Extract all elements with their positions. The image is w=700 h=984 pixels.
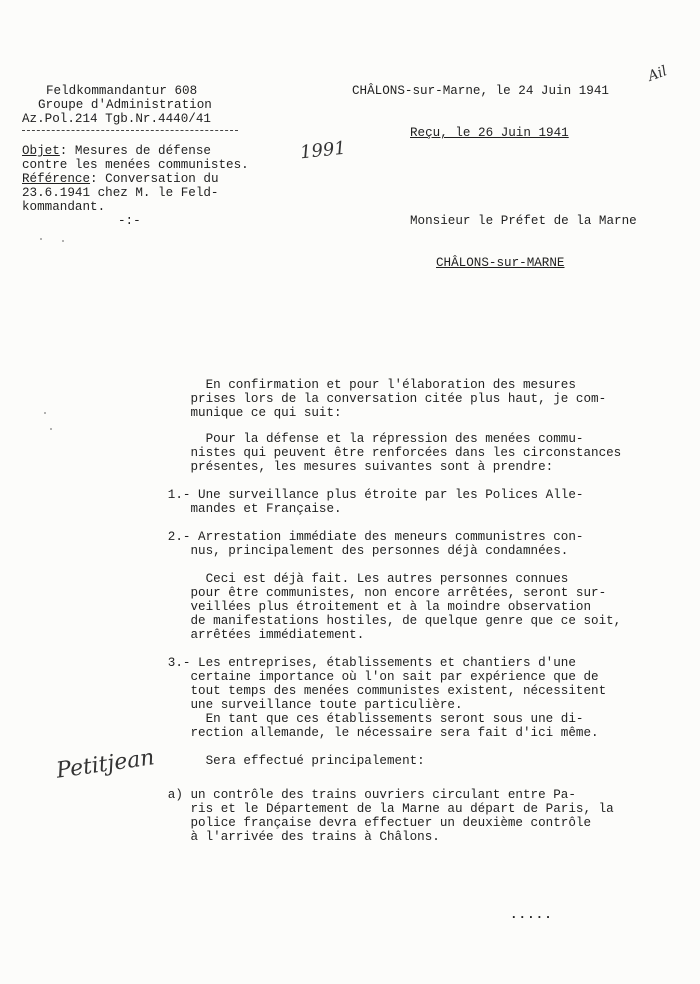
text-line: prises lors de la conversation citée plus haut, je com- — [130, 392, 607, 406]
continuation-dots: ..... — [510, 908, 553, 922]
paragraph-intro — [130, 378, 606, 420]
text-line: tout temps des menées communistes existent, nécessitent — [130, 684, 607, 698]
paragraph-already-done — [130, 572, 621, 642]
text-line: à l'arrivée des trains à Châlons. — [130, 830, 440, 844]
scan-speck — [50, 428, 52, 430]
handwritten-name: Petitjean — [54, 745, 156, 784]
text-line: une surveillance toute particulière. — [130, 698, 463, 712]
paragraph-principal — [130, 754, 425, 768]
text-line: 3.- Les entreprises, établissements et chantiers d'une — [130, 656, 576, 670]
text-line: certaine importance où l'on sait par expérience que de — [130, 670, 599, 684]
handwritten-initials: Ail — [645, 63, 670, 85]
paragraph-item-2 — [130, 530, 583, 558]
scan-speck — [44, 412, 46, 414]
text-line: 1.- Une surveillance plus étroite par les Polices Alle- — [130, 488, 584, 502]
received-stamp: Reçu, le 26 Juin 1941 — [410, 126, 569, 140]
header-group: Groupe d'Administration — [38, 98, 212, 112]
text-line: En confirmation et pour l'élaboration des mesures — [130, 378, 576, 392]
paragraph-item-3 — [130, 656, 606, 740]
header-reference-number: Az.Pol.214 Tgb.Nr.4440/41 — [22, 112, 211, 126]
subject-label: Objet — [22, 144, 60, 158]
reference-line-2: 23.6.1941 chez M. le Feld- — [22, 186, 219, 200]
reference-label: Référence — [22, 172, 91, 186]
paragraph-item-1 — [130, 488, 583, 516]
text-line: Sera effectué principalement: — [130, 754, 425, 768]
text-line: ris et le Département de la Marne au départ de Paris, la — [130, 802, 614, 816]
reference-line-3: kommandant. — [22, 200, 106, 214]
text-line: police française devra effectuer un deuxième contrôle — [130, 816, 592, 830]
paragraph-measures — [130, 432, 621, 474]
text-line: présentes, les mesures suivantes sont à prendre: — [130, 460, 554, 474]
text-line: veillées plus étroitement et à la moindre observation — [130, 600, 592, 614]
text-line: 2.- Arrestation immédiate des meneurs communistres con- — [130, 530, 584, 544]
recipient-title: Monsieur le Préfet de la Marne — [410, 214, 637, 228]
text-line: Pour la défense et la répression des menées commu- — [130, 432, 584, 446]
header-office: Feldkommandantur 608 — [46, 84, 198, 98]
scan-speck — [62, 240, 64, 242]
header-separator — [22, 130, 238, 131]
handwritten-number: 1991 — [299, 137, 347, 164]
reference-mark: -:- — [118, 214, 141, 228]
text-line: Ceci est déjà fait. Les autres personnes connues — [130, 572, 569, 586]
text-line: rection allemande, le nécessaire sera fait d'ici même. — [130, 726, 599, 740]
text-line: arrêtées immédiatement. — [130, 628, 365, 642]
text-line: pour être communistes, non encore arrêtées, seront sur- — [130, 586, 607, 600]
text-line: En tant que ces établissements seront sous une di- — [130, 712, 584, 726]
scan-speck — [40, 238, 42, 240]
text-line: mandes et Française. — [130, 502, 342, 516]
text-line: nistes qui peuvent être renforcées dans les circonstances — [130, 446, 622, 460]
reference-text-1: : Conversation du — [90, 172, 219, 186]
subject-text-1: : Mesures de défense — [59, 144, 211, 158]
text-line: nus, principalement des personnes déjà condamnées. — [130, 544, 569, 558]
text-line: a) un contrôle des trains ouvriers circulant entre Pa- — [130, 788, 576, 802]
paragraph-item-a — [130, 788, 614, 844]
subject-line-1 — [22, 144, 211, 158]
text-line: de manifestations hostiles, de quelque genre que ce soit, — [130, 614, 622, 628]
reference-line-1 — [22, 172, 219, 186]
recipient-city: CHÂLONS-sur-MARNE — [436, 256, 565, 270]
text-line: munique ce qui suit: — [130, 406, 342, 420]
subject-line-2: contre les menées communistes. — [22, 158, 249, 172]
place-and-date: CHÂLONS-sur-Marne, le 24 Juin 1941 — [352, 84, 609, 98]
